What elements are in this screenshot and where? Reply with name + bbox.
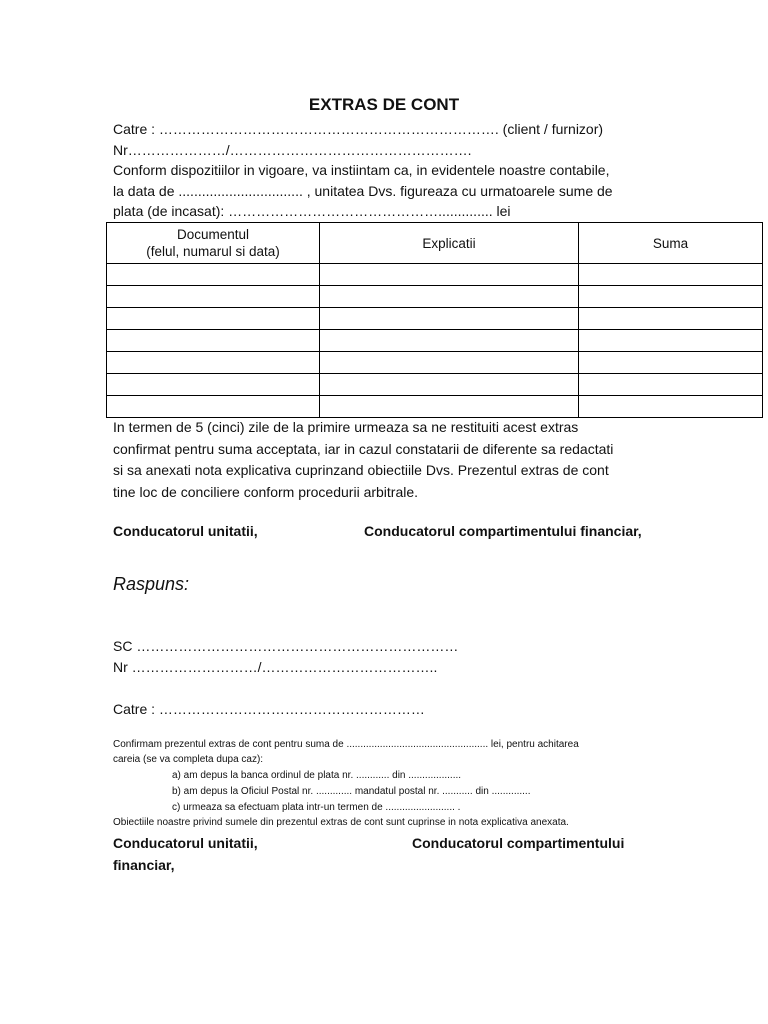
cell-documentul bbox=[107, 352, 320, 374]
raspuns-heading: Raspuns: bbox=[113, 574, 190, 594]
item-c: c) urmeaza sa efectuam plata intr-un termen de ......................... . bbox=[172, 802, 461, 813]
table-row bbox=[107, 308, 763, 330]
cell-suma bbox=[579, 264, 763, 286]
cell-documentul bbox=[107, 264, 320, 286]
cell-documentul bbox=[107, 286, 320, 308]
termen-line-1: In termen de 5 (cinci) zile de la primire urmeaza sa ne restituiti acest extras bbox=[113, 419, 579, 435]
termen-paragraph bbox=[113, 417, 673, 503]
nr-line: Nr…………………/……………………………………………. bbox=[113, 142, 472, 158]
cell-explicatii bbox=[320, 352, 579, 374]
sc-line: SC …………………………………………………………… bbox=[113, 638, 459, 654]
cell-explicatii bbox=[320, 396, 579, 418]
cell-explicatii bbox=[320, 286, 579, 308]
cell-documentul bbox=[107, 308, 320, 330]
cell-suma bbox=[579, 330, 763, 352]
signature-right-1: Conducatorul compartimentului financiar, bbox=[364, 523, 642, 539]
header-doc-line2: (felul, numarul si data) bbox=[146, 244, 280, 259]
cell-documentul bbox=[107, 330, 320, 352]
header-suma: Suma bbox=[579, 223, 763, 264]
table-row bbox=[107, 352, 763, 374]
statement-table bbox=[106, 222, 763, 418]
termen-line-2: confirmat pentru suma acceptata, iar in cazul constatarii de diferente sa redactati bbox=[113, 440, 614, 457]
cell-explicatii bbox=[320, 330, 579, 352]
cell-documentul bbox=[107, 396, 320, 418]
cell-suma bbox=[579, 352, 763, 374]
table-row bbox=[107, 374, 763, 396]
cell-suma bbox=[579, 308, 763, 330]
cell-suma bbox=[579, 374, 763, 396]
cell-suma bbox=[579, 286, 763, 308]
signature-left-1: Conducatorul unitatii, bbox=[113, 523, 258, 539]
conform-line-1: Conform dispozitiilor in vigoare, va instiintam ca, in evidentele noastre contabile, bbox=[113, 162, 610, 178]
header-explicatii: Explicatii bbox=[320, 223, 579, 264]
table-row bbox=[107, 330, 763, 352]
confirm-line-1: Confirmam prezentul extras de cont pentru suma de ................................................... lei, pentru achitarea bbox=[113, 739, 579, 750]
obiectii-line: Obiectiile noastre privind sumele din prezentul extras de cont sunt cuprinse in nota explicativa anexata. bbox=[113, 817, 569, 828]
conform-line-2: la data de ................................ , unitatea Dvs. figureaza cu urmatoarele sume de bbox=[113, 183, 613, 199]
cell-explicatii bbox=[320, 264, 579, 286]
table-header-row bbox=[107, 223, 763, 264]
confirm-line-2: careia (se va completa dupa caz): bbox=[113, 754, 264, 765]
cell-suma bbox=[579, 396, 763, 418]
conform-line-3: plata (de incasat): ……………………………………….............. lei bbox=[113, 203, 511, 219]
cell-explicatii bbox=[320, 374, 579, 396]
catre2-line: Catre : ………………………………………………… bbox=[113, 701, 425, 717]
table-row bbox=[107, 286, 763, 308]
signature-right-2: Conducatorul compartimentului bbox=[412, 835, 625, 851]
termen-line-3: si sa anexati nota explicativa cuprinzand obiectiile Dvs. Prezentul extras de cont bbox=[113, 462, 609, 478]
termen-line-4: tine loc de conciliere conform procedurii arbitrale. bbox=[113, 483, 419, 500]
header-documentul bbox=[107, 223, 320, 264]
cell-documentul bbox=[107, 374, 320, 396]
catre-line: Catre : ………………………………………………………………. (client / furnizor) bbox=[113, 121, 604, 137]
table-row bbox=[107, 396, 763, 418]
nr2-line: Nr ………………………/……………………………….. bbox=[113, 659, 438, 675]
header-doc-line1: Documentul bbox=[176, 227, 250, 242]
signature-right-2-cont: financiar, bbox=[113, 857, 175, 873]
item-a: a) am depus la banca ordinul de plata nr. ............ din ................... bbox=[172, 770, 462, 781]
table-row bbox=[107, 264, 763, 286]
cell-explicatii bbox=[320, 308, 579, 330]
signature-left-2: Conducatorul unitatii, bbox=[113, 835, 258, 851]
document-title: EXTRAS DE CONT bbox=[308, 95, 460, 114]
item-b: b) am depus la Oficiul Postal nr. ............. mandatul postal nr. ........... din .............. bbox=[172, 786, 531, 797]
